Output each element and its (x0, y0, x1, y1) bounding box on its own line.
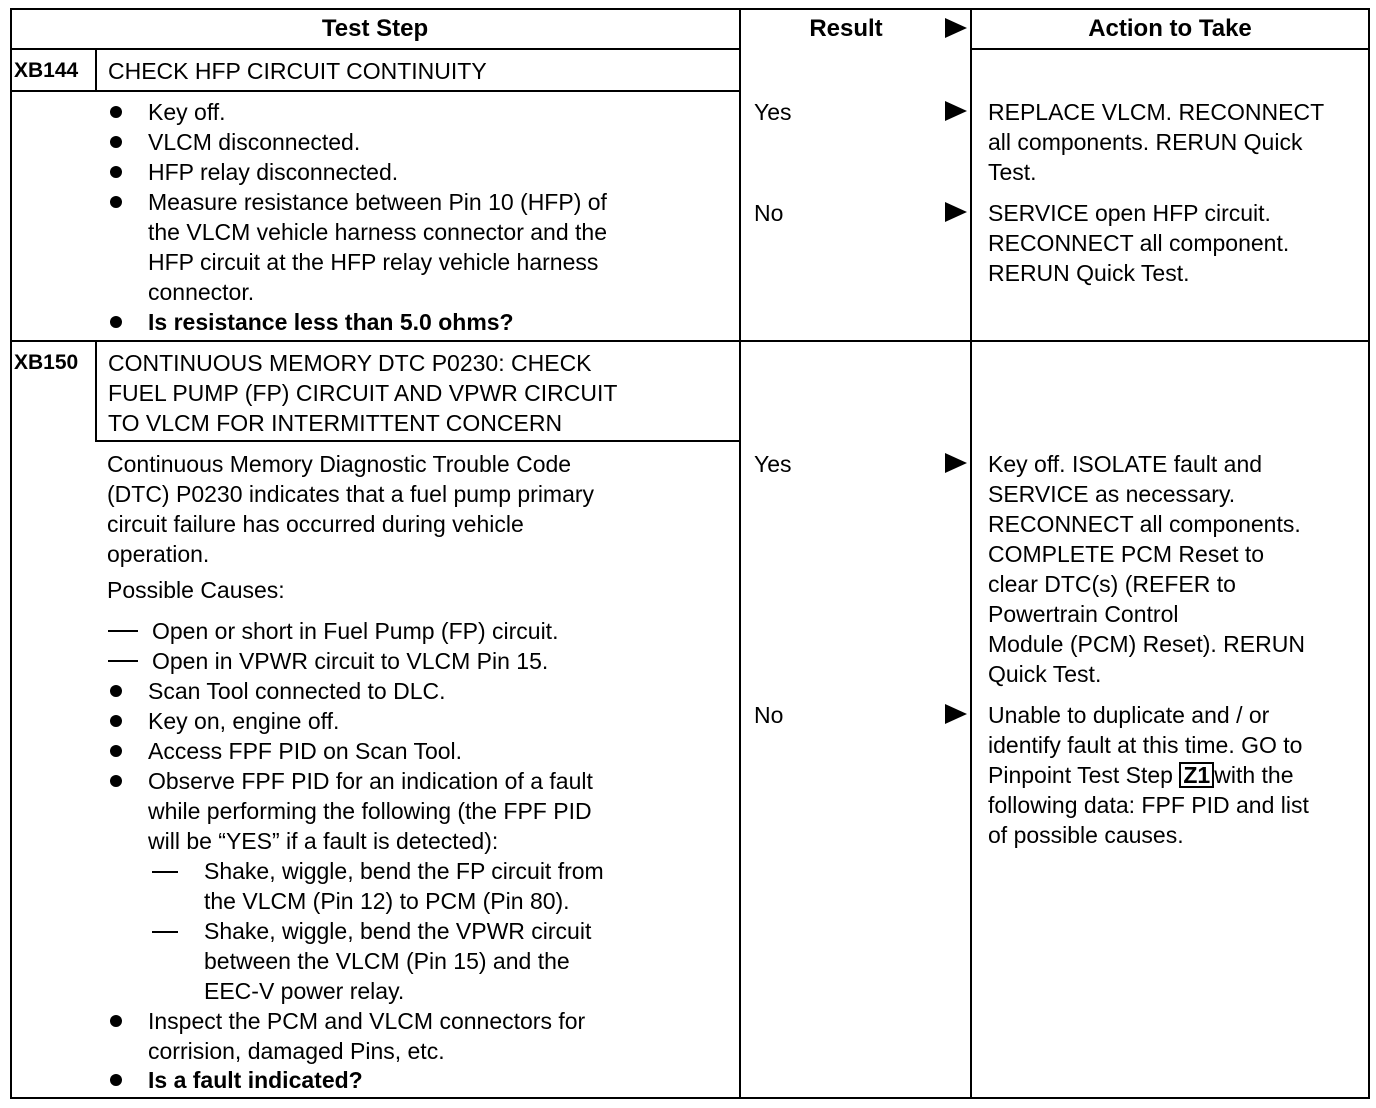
action-line: Test. (988, 159, 1037, 185)
pinpoint-step-link[interactable]: Z1 (1179, 762, 1214, 788)
arrow-right-icon (945, 202, 967, 222)
action-line: clear DTC(s) (REFER to (988, 571, 1236, 597)
bullet-icon (110, 715, 122, 727)
bullet-icon (110, 316, 122, 328)
step-code: XB150 (14, 351, 79, 374)
arrow-right-icon (945, 101, 967, 121)
bullet-icon (110, 196, 122, 208)
step-title (108, 348, 728, 438)
action-line: SERVICE open HFP circuit. (988, 200, 1271, 226)
action-line: all components. RERUN Quick (988, 129, 1303, 155)
action-line: SERVICE as necessary. (988, 481, 1236, 507)
step-item: Access FPF PID on Scan Tool. (148, 738, 463, 764)
arrow-right-icon (945, 453, 967, 473)
table-right-border (1368, 8, 1370, 1099)
step-item: Inspect the PCM and VLCM connectors for (148, 1008, 586, 1034)
sub-item: Shake, wiggle, bend the FP circuit from (204, 858, 604, 884)
code-cell-divider (95, 340, 97, 442)
step-item: Key off. (148, 99, 226, 125)
step-title: CHECK HFP CIRCUIT CONTINUITY (108, 58, 487, 84)
action-line: identify fault at this time. GO to (988, 732, 1303, 758)
intro-line: (DTC) P0230 indicates that a fuel pump primary (107, 481, 595, 507)
step-separator (10, 340, 1370, 342)
header-test-step: Test Step (321, 15, 429, 42)
action-line: RECONNECT all component. (988, 230, 1290, 256)
action-yes (988, 449, 1366, 689)
step-item-continued: the VLCM vehicle harness connector and the (148, 219, 607, 245)
action-line: Key off. ISOLATE fault and (988, 451, 1263, 477)
possible-causes-label: Possible Causes: (107, 577, 285, 603)
cause-item: Open in VPWR circuit to VLCM Pin 15. (152, 648, 549, 674)
step-item: Key on, engine off. (148, 708, 340, 734)
sub-item: Shake, wiggle, bend the VPWR circuit (204, 918, 592, 944)
table-left-border (10, 8, 12, 1099)
action-line: following data: FPF PID and list (988, 792, 1309, 818)
step-item: VLCM disconnected. (148, 129, 361, 155)
action-line: Quick Test. (988, 661, 1102, 687)
title-row-border (10, 90, 740, 92)
action-line: COMPLETE PCM Reset to (988, 541, 1265, 567)
step-item-continued: will be “YES” if a fault is detected): (148, 828, 499, 854)
result-yes: Yes (754, 451, 792, 477)
column-divider-action (970, 8, 972, 1099)
bullet-icon (110, 106, 122, 118)
sub-item-continued: between the VLCM (Pin 15) and the (204, 948, 570, 974)
action-line: Powertrain Control (988, 601, 1179, 627)
result-no: No (754, 702, 784, 728)
cause-item: Open or short in Fuel Pump (FP) circuit. (152, 618, 559, 644)
step-item-continued: connector. (148, 279, 255, 305)
bullet-icon (110, 685, 122, 697)
intro-line: operation. (107, 541, 210, 567)
dash-icon (152, 931, 178, 933)
result-yes: Yes (754, 99, 792, 125)
title-line: FUEL PUMP (FP) CIRCUIT AND VPWR CIRCUIT (108, 380, 618, 406)
title-line: CONTINUOUS MEMORY DTC P0230: CHECK (108, 350, 592, 376)
sub-item-continued: the VLCM (Pin 12) to PCM (Pin 80). (204, 888, 570, 914)
action-yes (988, 97, 1366, 187)
table-bottom-border (10, 1097, 1370, 1099)
bullet-icon (110, 775, 122, 787)
action-line: Module (PCM) Reset). RERUN (988, 631, 1305, 657)
result-no: No (754, 200, 784, 226)
bullet-icon (110, 745, 122, 757)
step-question: Is resistance less than 5.0 ohms? (148, 309, 514, 335)
title-row-border (95, 440, 740, 442)
step-item: Observe FPF PID for an indication of a fault (148, 768, 593, 794)
sub-item-continued: EEC-V power relay. (204, 978, 405, 1004)
step-ref-prefix: Pinpoint Test Step (988, 762, 1173, 788)
header-bottom-border-action (971, 48, 1370, 50)
header-arrow-icon (945, 18, 967, 38)
code-cell-divider (95, 48, 97, 92)
action-line: of possible causes. (988, 822, 1184, 848)
dash-icon (108, 630, 138, 632)
bullet-icon (110, 166, 122, 178)
action-line: REPLACE VLCM. RECONNECT (988, 99, 1325, 125)
header-action: Action to Take (1088, 15, 1252, 42)
title-line: TO VLCM FOR INTERMITTENT CONCERN (108, 410, 563, 436)
step-item-continued: while performing the following (the FPF PID (148, 798, 592, 824)
bullet-icon (110, 1015, 122, 1027)
action-line: RECONNECT all components. (988, 511, 1301, 537)
action-line: RERUN Quick Test. (988, 260, 1190, 286)
step-item-continued: corrision, damaged Pins, etc. (148, 1038, 445, 1064)
header-result: Result (809, 15, 883, 42)
intro-line: Continuous Memory Diagnostic Trouble Code (107, 451, 572, 477)
action-line-step-ref (988, 760, 1366, 790)
step-item: Measure resistance between Pin 10 (HFP) of (148, 189, 607, 215)
step-ref-suffix: with the (1214, 762, 1294, 788)
step-code: XB144 (14, 59, 79, 82)
action-no (988, 700, 1366, 850)
bullet-icon (110, 136, 122, 148)
dash-icon (108, 660, 138, 662)
step-item: HFP relay disconnected. (148, 159, 399, 185)
step-item: Scan Tool connected to DLC. (148, 678, 446, 704)
action-line: Unable to duplicate and / or (988, 702, 1270, 728)
bullet-icon (110, 1074, 122, 1086)
action-no (988, 198, 1366, 288)
dash-icon (152, 871, 178, 873)
header-bottom-border (10, 48, 740, 50)
step-question: Is a fault indicated? (148, 1067, 363, 1093)
step-item-continued: HFP circuit at the HFP relay vehicle harness (148, 249, 599, 275)
intro-line: circuit failure has occurred during vehicle (107, 511, 524, 537)
column-divider-result (739, 8, 741, 1099)
arrow-right-icon (945, 704, 967, 724)
